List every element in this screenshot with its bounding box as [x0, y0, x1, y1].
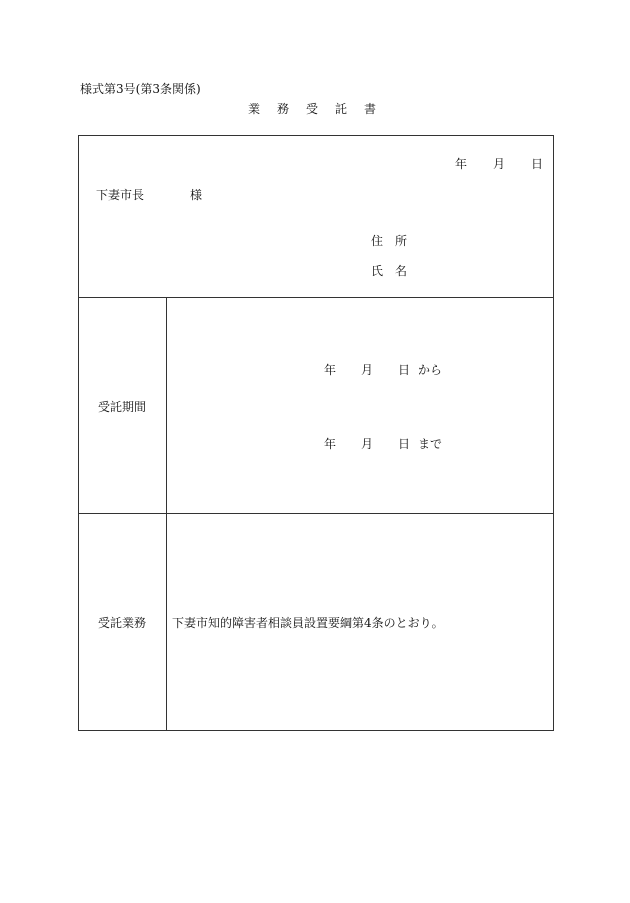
- period-to: [324, 435, 442, 452]
- period-label: 受託期間: [98, 400, 147, 414]
- work-description: 下妻市知的障害者相談員設置要綱第4条のとおり。: [172, 616, 444, 630]
- to-suffix: まで: [418, 437, 443, 451]
- document-title: 業務受託書: [248, 102, 394, 116]
- form-code: 様式第3号(第3条関係): [80, 82, 201, 96]
- from-day-label: 日: [398, 363, 411, 377]
- from-suffix: から: [418, 363, 443, 377]
- from-month-label: 月: [361, 363, 374, 377]
- submission-date: [455, 155, 543, 172]
- name-label: 氏名: [371, 264, 420, 278]
- divider-middle: [79, 513, 553, 514]
- addressee: [96, 186, 202, 203]
- date-year-label: 年: [455, 157, 468, 171]
- period-from: [324, 361, 442, 378]
- date-day-label: 日: [531, 157, 544, 171]
- to-year-label: 年: [324, 437, 337, 451]
- from-year-label: 年: [324, 363, 337, 377]
- divider-top: [79, 297, 553, 298]
- addressee-name: 下妻市長: [96, 188, 145, 202]
- date-month-label: 月: [493, 157, 506, 171]
- work-label: 受託業務: [98, 616, 147, 630]
- label-column-divider: [166, 297, 167, 730]
- form-table: [78, 135, 554, 731]
- address-label: 住所: [371, 234, 420, 248]
- to-day-label: 日: [398, 437, 411, 451]
- honorific: 様: [190, 188, 203, 202]
- to-month-label: 月: [361, 437, 374, 451]
